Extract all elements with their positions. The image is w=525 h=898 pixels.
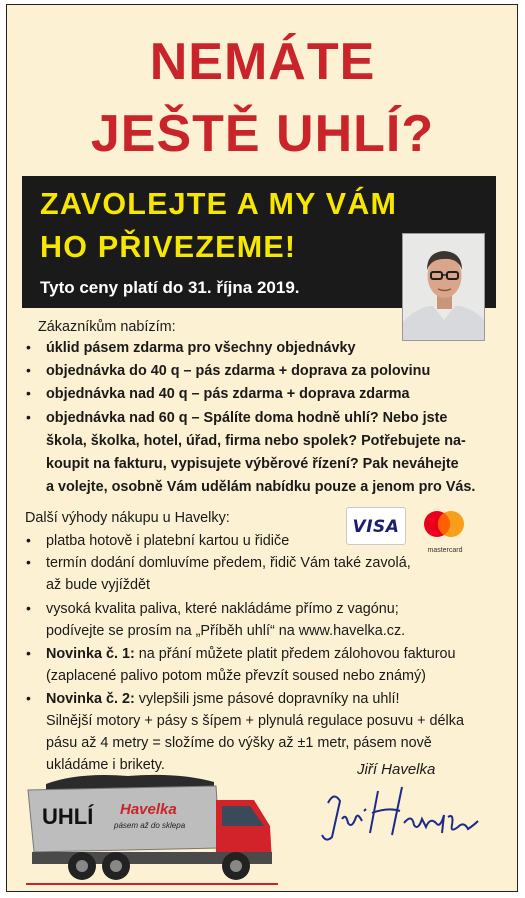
headline-line-1: NEMÁTE	[149, 33, 376, 91]
offer-item-2: objednávka do 40 q – pás zdarma + doprava za polovinu	[46, 363, 431, 379]
benefit-5	[46, 689, 400, 710]
handwritten-signature	[318, 783, 490, 845]
novinka-1-label: Novinka č. 1:	[46, 646, 135, 662]
truck-tagline-label: pásem až do sklepa	[114, 821, 186, 830]
benefit-4-cont: (zaplacené palivo potom může převzít soused nebo známý)	[46, 668, 426, 684]
visa-logo	[346, 507, 406, 545]
bullet-dot: •	[26, 554, 31, 570]
mastercard-label: mastercard	[427, 547, 463, 554]
bullet-dot: •	[26, 409, 31, 425]
offer-item-4: objednávka nad 60 q – Spálíte doma hodně uhlí? Nebo jste	[46, 410, 448, 426]
benefit-4	[46, 644, 456, 665]
novinka-2-text: vylepšili jsme pásové dopravníky na uhlí!	[138, 691, 400, 707]
truck-brand-label: Havelka	[120, 801, 177, 818]
bullet-dot: •	[26, 600, 31, 616]
benefit-3-cont: podívejte se prosím na „Příběh uhlí“ na www.havelka.cz.	[46, 623, 406, 639]
price-validity: Tyto ceny platí do 31. října 2019.	[40, 278, 300, 297]
mastercard-logo	[417, 507, 471, 545]
bullet-dot: •	[26, 339, 31, 355]
novinka-1-text: na přání můžete platit předem zálohovou fakturou	[138, 646, 456, 662]
bullet-dot: •	[26, 385, 31, 401]
benefit-3: vysoká kvalita paliva, které nakládáme přímo z vagónu;	[46, 601, 399, 617]
benefit-1: platba hotově i platební kartou u řidiče	[46, 533, 290, 549]
cta-line-1: ZAVOLEJTE A MY VÁM	[40, 187, 398, 221]
benefits-intro: Další výhody nákupu u Havelky:	[25, 510, 230, 526]
bullet-dot: •	[26, 362, 31, 378]
offer-intro: Zákazníkům nabízím:	[38, 319, 176, 335]
bullet-dot: •	[26, 645, 31, 661]
benefit-2: termín dodání domluvíme předem, řidič Vám také zavolá,	[46, 555, 411, 571]
offer-item-1: úklid pásem zdarma pro všechny objednávky	[46, 340, 356, 356]
benefit-5-cont: ukládáme i brikety.	[46, 757, 165, 773]
headline-line-2: JEŠTĚ UHLÍ?	[90, 105, 435, 163]
bullet-dot: •	[26, 532, 31, 548]
benefit-5-cont: Silnější motory + pásy s šípem + plynulá regulace posuvu + délka	[46, 713, 464, 729]
red-underline	[26, 883, 278, 885]
novinka-2-label: Novinka č. 2:	[46, 691, 135, 707]
offer-item-4-cont: škola, školka, hotel, úřad, firma nebo spolek? Potřebujete na-	[46, 433, 466, 449]
portrait-photo	[402, 233, 485, 341]
cta-line-2: HO PŘIVEZEME!	[40, 230, 297, 264]
offer-item-4-cont: a volejte, osobně Vám udělám nabídku pouze a jenom pro Vás.	[46, 479, 476, 495]
truck-cargo-label: UHLÍ	[42, 804, 94, 829]
benefit-2-cont: až bude vyjíždět	[46, 577, 150, 593]
bullet-dot: •	[26, 690, 31, 706]
signature-name: Jiří Havelka	[357, 761, 436, 778]
benefit-5-cont: pásu až 4 metry = složíme do výšky až ±1 metr, pásem nově	[46, 735, 432, 751]
offer-item-3: objednávka nad 40 q – pás zdarma + doprava zdarma	[46, 386, 410, 402]
visa-label: VISA	[352, 517, 400, 537]
coal-truck	[18, 770, 280, 888]
offer-item-4-cont: koupit na fakturu, vypisujete výběrové řízení? Pak neváhejte	[46, 456, 459, 472]
